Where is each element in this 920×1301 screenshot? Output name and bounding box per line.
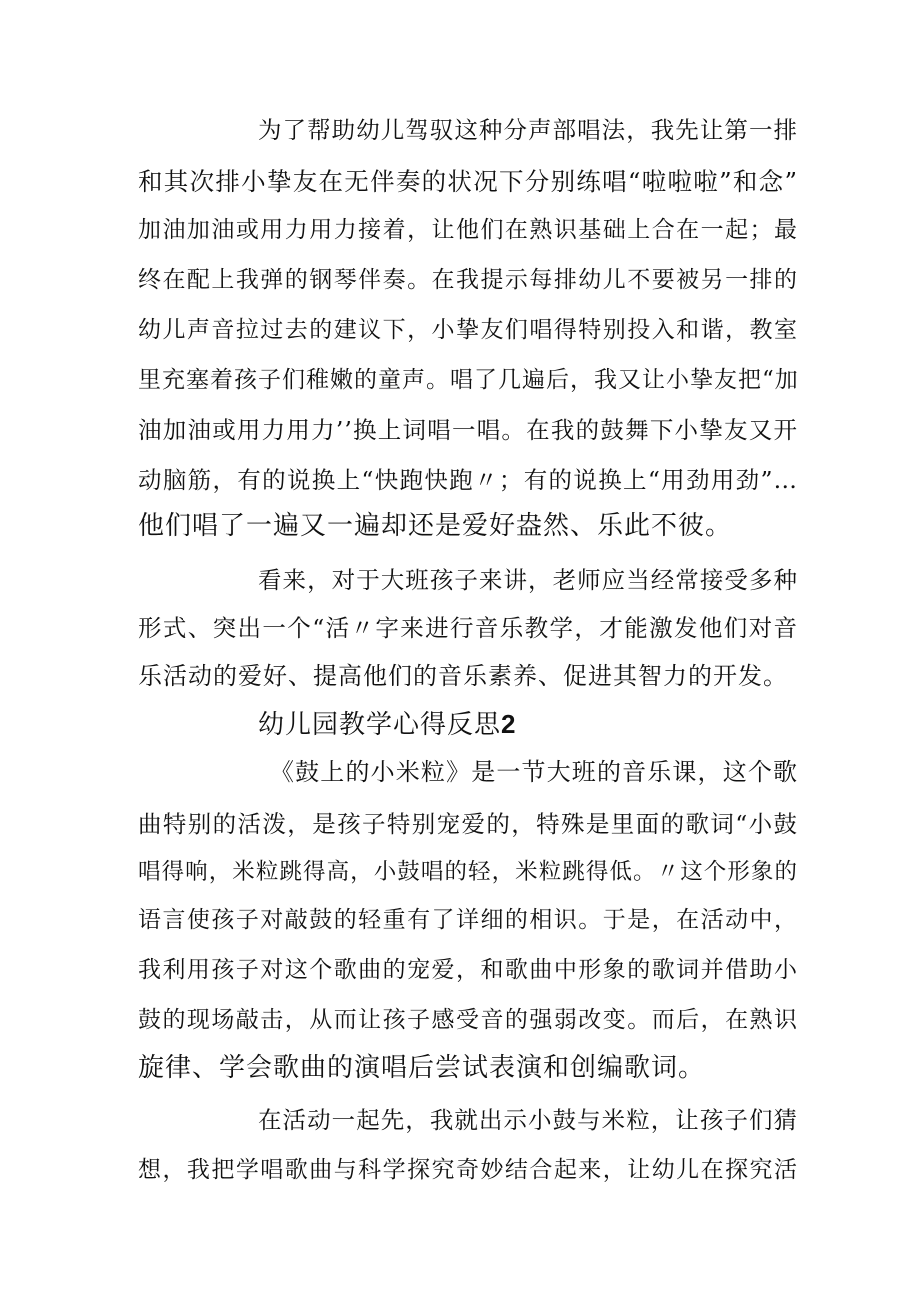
section-heading-text: 幼儿园教学心得反思 — [258, 710, 502, 740]
paragraph-line: 看来，对于大班孩子来讲，老师应当经常接受多种 — [258, 566, 798, 594]
paragraph-line: 我利用孩子对这个歌曲的宠爱，和歌曲中形象的歌词并借助小 — [138, 957, 798, 983]
paragraph-line: 动脑筋，有的说换上“快跑快跑〃；有的说换上“用劲用劲”… — [138, 466, 798, 494]
paragraph-line: 语言使孩子对敲鼓的轻重有了详细的相识。于是，在活动中， — [138, 907, 798, 933]
paragraph-line: 旋律、学会歌曲的演唱后尝试表演和创编歌词。 — [138, 1053, 706, 1083]
paragraph-line: 想，我把学唱歌曲与科学探究奇妙结合起来，让幼儿在探究活 — [138, 1157, 798, 1183]
paragraph-line: 为了帮助幼儿驾驭这种分声部唱法，我先让第一排 — [258, 116, 798, 144]
paragraph-line: 里充塞着孩子们稚嫩的童声。唱了几遍后，我又让小挚友把“加 — [138, 367, 799, 393]
paragraph-line: 唱得响，米粒跳得高，小鼓唱的轻，米粒跳得低。〃这个形象的 — [138, 859, 798, 885]
paragraph-line: 《鼓上的小米粒》是一节大班的音乐课，这个歌 — [270, 758, 798, 786]
paragraph-line: 加油加油或用力用力接着，让他们在熟识基础上合在一起；最 — [138, 217, 798, 243]
paragraph-line: 乐活动的爱好、提高他们的音乐素养、促进其智力的开发。 — [138, 662, 788, 690]
paragraph-line: 油加油或用力用力’’换上词唱一唱。在我的鼓舞下小挚友又开 — [138, 416, 798, 444]
paragraph-line: 终在配上我弹的钢琴伴奏。在我提示每排幼儿不要被另一排的 — [138, 267, 798, 293]
paragraph-line: 他们唱了一遍又一遍却还是爱好盎然、乐此不彼。 — [138, 511, 733, 541]
section-heading — [258, 704, 516, 744]
paragraph-line: 幼儿声音拉过去的建议下，小挚友们唱得特别投入和谐，教室 — [138, 317, 798, 343]
paragraph-line: 在活动一起先，我就出示小鼓与米粒，让孩子们猜 — [258, 1106, 798, 1134]
paragraph-line: 形式、突出一个“活〃字来进行音乐教学，才能激发他们对音 — [138, 614, 798, 642]
section-heading-number: 2 — [501, 709, 517, 739]
paragraph-line: 和其次排小挚友在无伴奏的状况下分别练唱“啦啦啦”和念” — [138, 167, 798, 196]
paragraph-line: 鼓的现场敲击，从而让孩子感受音的强弱改变。而后，在熟识 — [138, 1007, 798, 1033]
paragraph-line: 曲特别的活泼，是孩子特别宠爱的，特殊是里面的歌词“小鼓 — [138, 810, 798, 838]
